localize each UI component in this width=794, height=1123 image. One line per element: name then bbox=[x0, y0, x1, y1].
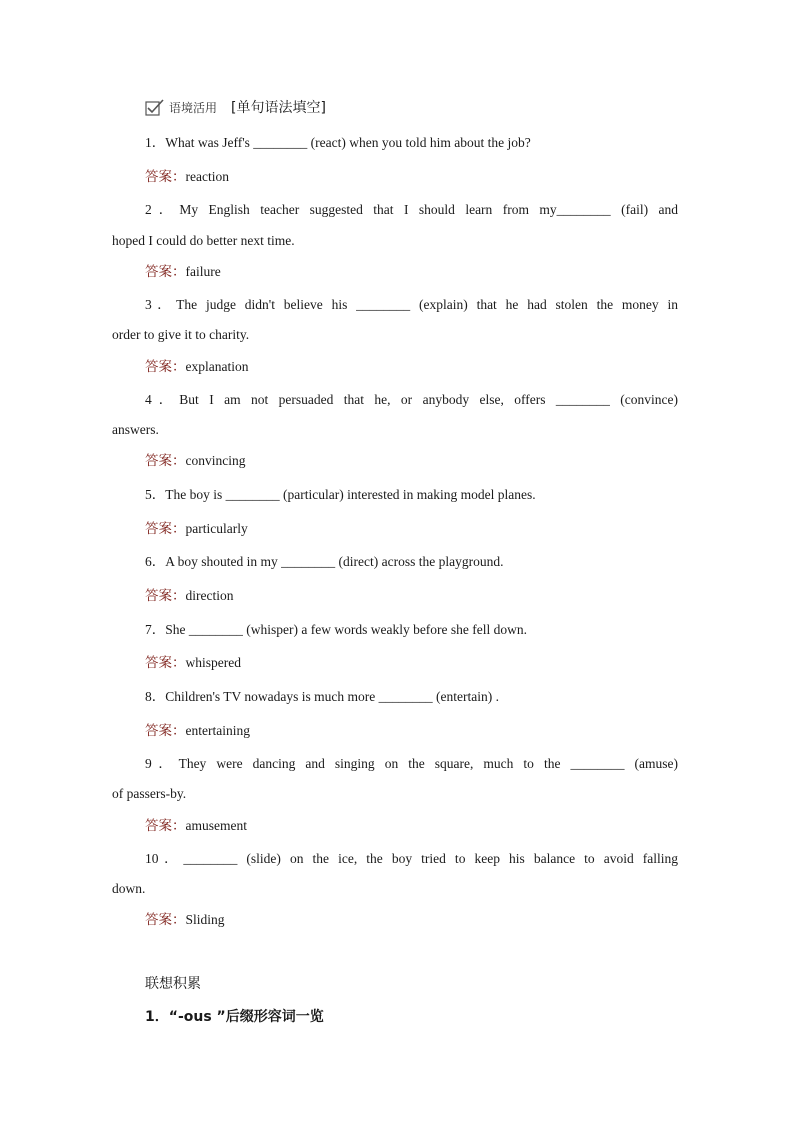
question-3-line-2: order to give it to charity. bbox=[112, 327, 250, 342]
section-header bbox=[145, 97, 326, 117]
section-title: 联想积累 bbox=[145, 976, 201, 992]
question-7: 7．She ________ (whisper) a few words weakly before she fell down. bbox=[145, 622, 528, 637]
answer-label: 答案： bbox=[145, 655, 186, 671]
answer-9 bbox=[145, 817, 247, 835]
answer-text: whispered bbox=[185, 655, 241, 670]
answer-label: 答案： bbox=[145, 169, 186, 185]
checkbox-checked-icon bbox=[145, 98, 165, 116]
header-title: [单句语法填空] bbox=[231, 100, 326, 116]
question-2-line-2: hoped I could do better next time. bbox=[112, 233, 295, 248]
question-10-line-2: down. bbox=[112, 881, 146, 896]
question-1: 1．What was Jeff's ________ (react) when you told him about the job? bbox=[145, 135, 531, 150]
answer-label: 答案： bbox=[145, 818, 186, 834]
answer-label: 答案： bbox=[145, 723, 186, 739]
header-tag: 语境活用 bbox=[169, 100, 218, 115]
question-6: 6．A boy shouted in my ________ (direct) across the playground. bbox=[145, 554, 504, 569]
answer-5 bbox=[145, 520, 248, 538]
answer-label: 答案： bbox=[145, 912, 186, 928]
answer-text: direction bbox=[185, 588, 234, 603]
answer-text: reaction bbox=[185, 169, 229, 184]
question-3-line-1: 3．The judge didn't believe his ________ (explain) that he had stolen the money in bbox=[145, 297, 678, 312]
answer-text: Sliding bbox=[185, 912, 225, 927]
answer-3 bbox=[145, 358, 248, 376]
question-2-line-1: 2．My English teacher suggested that I should learn from my________ (fail) and bbox=[145, 202, 678, 217]
question-8: 8．Children's TV nowadays is much more ________ (entertain) . bbox=[145, 689, 499, 704]
answer-text: amusement bbox=[185, 818, 247, 833]
answer-text: failure bbox=[185, 264, 221, 279]
answer-label: 答案： bbox=[145, 588, 186, 604]
answer-8 bbox=[145, 722, 250, 740]
question-10-line-1: 10．________ (slide) on the ice, the boy tried to keep his balance to avoid falling bbox=[145, 851, 678, 866]
answer-label: 答案： bbox=[145, 359, 186, 375]
answer-4 bbox=[145, 452, 246, 470]
question-4-line-2: answers. bbox=[112, 422, 159, 437]
answer-6 bbox=[145, 587, 233, 605]
answer-2 bbox=[145, 263, 221, 281]
answer-7 bbox=[145, 654, 241, 672]
answer-text: entertaining bbox=[185, 723, 250, 738]
answer-1 bbox=[145, 168, 229, 186]
question-9-line-2: of passers-by. bbox=[112, 786, 187, 801]
answer-label: 答案： bbox=[145, 264, 186, 280]
section-subtitle: 1．“-ous ”后缀形容词一览 bbox=[145, 1009, 324, 1025]
answer-label: 答案： bbox=[145, 521, 186, 537]
answer-text: particularly bbox=[185, 521, 248, 536]
question-5: 5．The boy is ________ (particular) interested in making model planes. bbox=[145, 487, 536, 502]
answer-label: 答案： bbox=[145, 453, 186, 469]
answer-10 bbox=[145, 911, 225, 929]
question-9-line-1: 9．They were dancing and singing on the square, much to the ________ (amuse) bbox=[145, 756, 678, 771]
answer-text: explanation bbox=[185, 359, 249, 374]
answer-text: convincing bbox=[185, 453, 246, 468]
question-4-line-1: 4．But I am not persuaded that he, or anybody else, offers ________ (convince) bbox=[145, 392, 678, 407]
